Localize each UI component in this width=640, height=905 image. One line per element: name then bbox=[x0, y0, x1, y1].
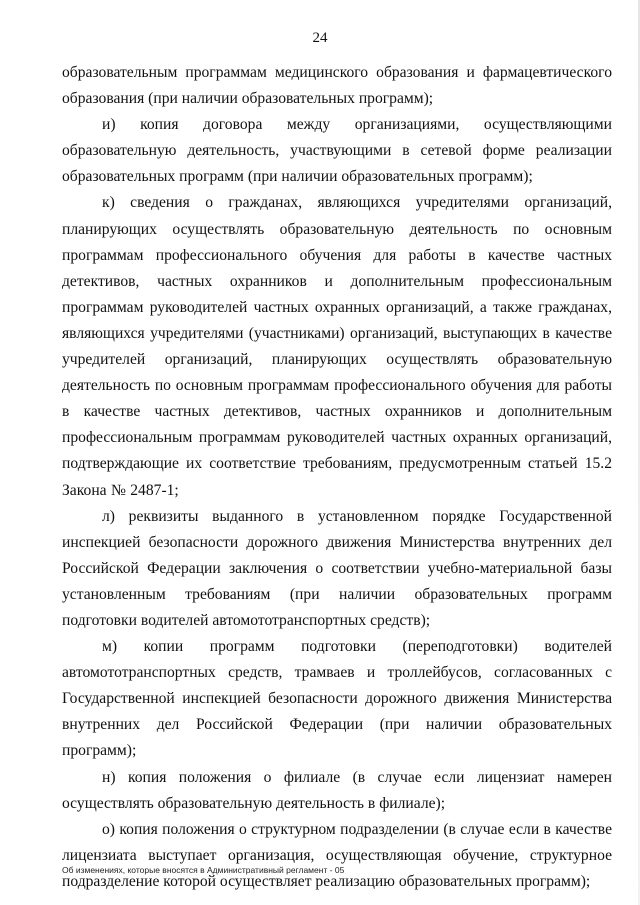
paragraph-item-o: о) копия положения о структурном подразделении (в случае если в качестве лицензиата выступает организация, осуществляющая обучение, структурное подразделение которой осуществляет реализацию образовательных программ); bbox=[62, 820, 612, 890]
paragraph-item-l: л) реквизиты выданного в установленном порядке Государственной инспекцией безопасности дорожного движения Министерства внутренних дел Российской Федерации заключения о соответствии учебно-материальной базы установленным требованиям (при наличии образовательных программ подготовки водителей автомототранспортных средств); bbox=[62, 507, 612, 629]
paragraph-item-m: м) копии программ подготовки (переподготовки) водителей автомототранспортных средств, трамваев и троллейбусов, согласованных с Государственной инспекцией безопасности дорожного движения Министерства внутренних дел Российской Федерации (при наличии образовательных программ); bbox=[62, 638, 612, 760]
page-number: 24 bbox=[312, 30, 328, 46]
paragraph-item-i: и) копия договора между организациями, осуществляющими образовательную деятельность, участвующими в сетевой форме реализации образовательных программ (при наличии образовательных программ); bbox=[62, 116, 612, 186]
page-footer: Об изменениях, которые вносятся в Административный регламент - 05 bbox=[62, 865, 345, 875]
paragraph-item-n: н) копия положения о филиале (в случае если лицензиат намерен осуществлять образовательную деятельность в филиале); bbox=[62, 768, 612, 812]
paragraph-continuation: образовательным программам медицинского образования и фармацевтического образования (при наличии образовательных программ); bbox=[62, 64, 612, 108]
paragraph-item-k: к) сведения о гражданах, являющихся учредителями организаций, планирующих осуществлять образовательную деятельность по основным программам профессионального обучения для работы в качестве частных детективов, частных охранников и дополнительным профессиональным программам руководителей частных охранных организаций, а также гражданах, являющихся учредителями (участниками) организаций, выступающих в качестве учредителей организаций, планирующих осуществлять образовательную деятельность по основным программам профессионального обучения для работы в качестве частных детективов, частных охранников и дополнительным профессиональным программам руководителей частных охранных организаций, подтверждающие их соответствие требованиям, предусмотренным статьей 15.2 Закона № 2487-1; bbox=[62, 194, 612, 499]
document-body bbox=[62, 60, 612, 895]
